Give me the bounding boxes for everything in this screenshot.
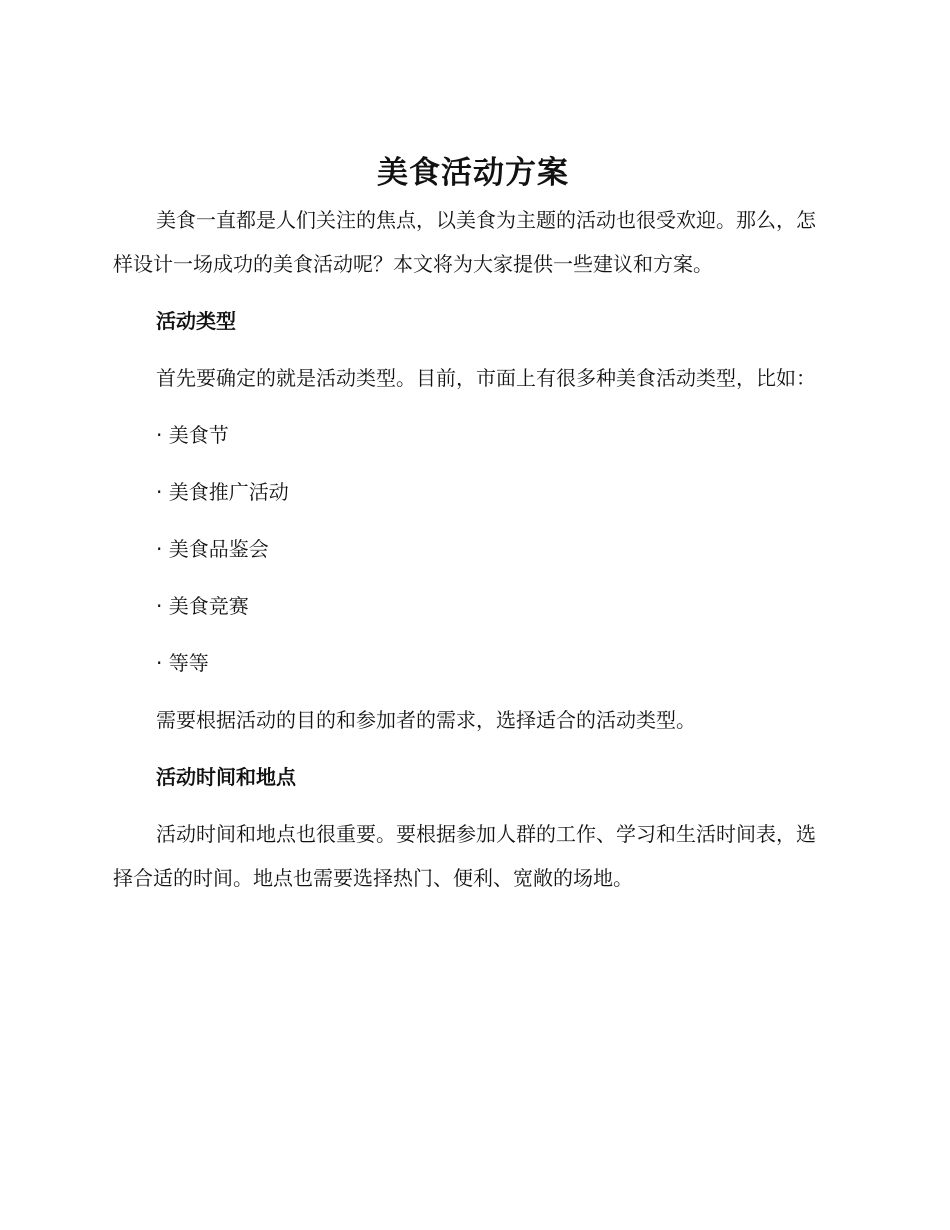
activity-type-closing-paragraph: 需要根据活动的目的和参加者的需求，选择适合的活动类型。 (156, 708, 696, 732)
list-item: · 美食品鉴会 (156, 537, 269, 561)
activity-type-list (113, 413, 833, 685)
list-item: · 美食节 (156, 423, 229, 447)
document-title: 美食活动方案 (377, 155, 569, 191)
document-page (113, 148, 833, 900)
list-item: · 等等 (156, 651, 209, 675)
list-item: · 美食推广活动 (156, 480, 289, 504)
list-item: · 美食竞赛 (156, 594, 249, 618)
time-and-place-paragraph: 活动时间和地点也很重要。要根据参加人群的工作、学习和生活时间表，选择合适的时间。地点也需要选择热门、便利、宽敞的场地。 (113, 822, 816, 890)
section-heading-activity-type: 活动类型 (156, 309, 236, 333)
activity-type-paragraph: 首先要确定的就是活动类型。目前，市面上有很多种美食活动类型，比如： (156, 366, 816, 390)
section-heading-time-and-place: 活动时间和地点 (156, 765, 296, 789)
intro-paragraph: 美食一直都是人们关注的焦点，以美食为主题的活动也很受欢迎。那么，怎样设计一场成功的美食活动呢？本文将为大家提供一些建议和方案。 (113, 208, 816, 276)
